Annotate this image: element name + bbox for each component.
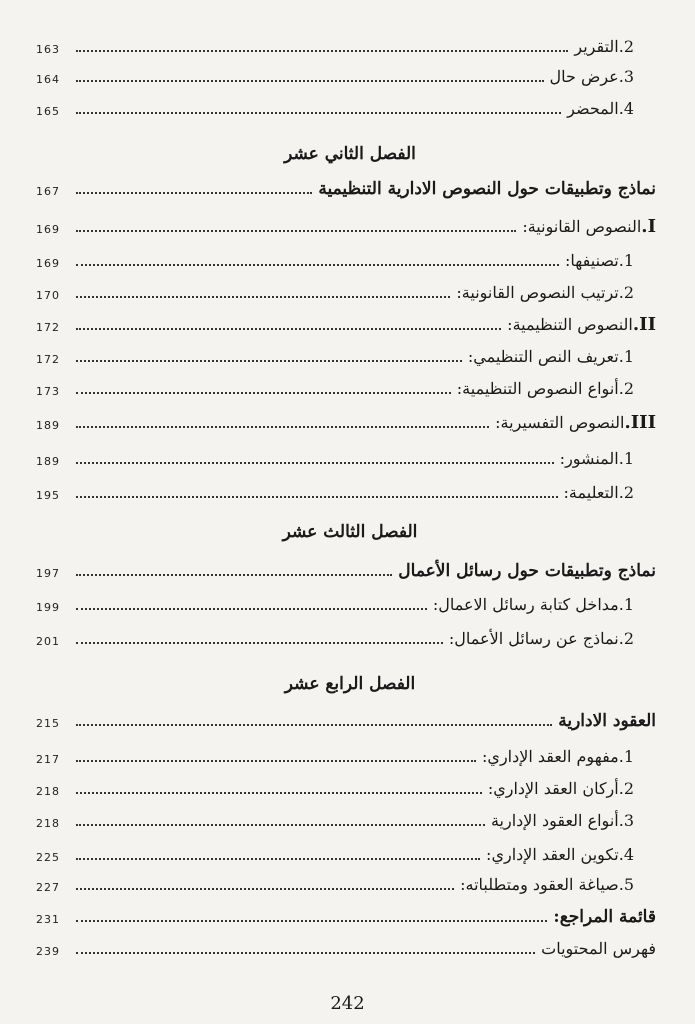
toc-entry-title: 3.عرض حال [549, 67, 634, 86]
section-title: النصوص التفسيرية: [495, 413, 625, 432]
toc-entry-title: 1.تصنيفها: [565, 251, 634, 270]
toc-entry [36, 620, 656, 650]
toc-page-number: 239 [36, 945, 60, 958]
toc-entry-title [516, 216, 656, 238]
toc-page-number: 172 [36, 353, 60, 366]
toc-entry [36, 208, 656, 238]
dot-leader [76, 192, 312, 194]
section-title: النصوص القانونية: [522, 217, 642, 236]
dot-leader [76, 462, 554, 464]
toc-entry-title [501, 314, 656, 336]
dot-leader [76, 426, 489, 428]
toc-page-number: 201 [36, 635, 60, 648]
page-number-footer: 242 [330, 993, 365, 1014]
toc-entry-title: 2.أنواع النصوص التنظيمية: [456, 379, 634, 398]
toc-page-number: 218 [36, 785, 60, 798]
toc-page-number: 164 [36, 73, 60, 86]
toc-entry [36, 28, 656, 58]
toc-entry-title: 4.المحضر [567, 99, 634, 118]
toc-page-number: 173 [36, 385, 60, 398]
toc-entry-title: 1.تعريف النص التنظيمي: [467, 347, 634, 366]
roman-numeral: II. [632, 314, 656, 335]
dot-leader [76, 792, 482, 794]
dot-leader [76, 328, 501, 330]
toc-entry-title: 4.تكوين العقد الإداري: [486, 845, 634, 864]
dot-leader [76, 824, 485, 826]
dot-leader [76, 392, 451, 394]
chapter-heading: الفصل الرابع عشر [284, 674, 416, 694]
dot-leader [76, 858, 480, 860]
toc-entry-title: 2.التقرير [574, 37, 634, 56]
toc-entry-title: فهرس المحتويات [541, 939, 656, 958]
toc-page-number: 218 [36, 817, 60, 830]
toc-entry-title: 1.مفهوم العقد الإداري: [482, 747, 634, 766]
dot-leader [76, 574, 392, 576]
toc-page-number: 199 [36, 601, 60, 614]
toc-entry [36, 404, 656, 434]
toc-entry-title [489, 412, 656, 434]
toc-entry [36, 770, 656, 800]
toc-entry [36, 552, 656, 582]
dot-leader [76, 296, 450, 298]
chapter-heading: الفصل الثاني عشر [284, 144, 416, 164]
toc-entry-title: قائمة المراجع: [553, 907, 656, 927]
toc-entry-title: نماذج وتطبيقات حول رسائل الأعمال [398, 561, 656, 581]
dot-leader [76, 608, 427, 610]
toc-entry-title: 3.أنواع العقود الإدارية [490, 811, 634, 830]
toc-entry [36, 836, 656, 866]
toc-page-number: 197 [36, 567, 60, 580]
dot-leader [76, 360, 462, 362]
toc-entry [36, 370, 656, 400]
toc-page-number: 217 [36, 753, 60, 766]
toc-entry-title: 2.نماذج عن رسائل الأعمال: [448, 629, 634, 648]
dot-leader [76, 642, 443, 644]
toc-page-number: 231 [36, 913, 60, 926]
roman-numeral: III. [624, 412, 656, 433]
toc-entry [36, 58, 656, 88]
dot-leader [76, 264, 559, 266]
dot-leader [76, 760, 476, 762]
toc-entry-title: 5.صياغة العقود ومتطلباته: [460, 875, 634, 894]
toc-entry [36, 242, 656, 272]
dot-leader [76, 952, 535, 954]
toc-entry [36, 586, 656, 616]
toc-entry-title: 2.ترتيب النصوص القانونية: [456, 283, 634, 302]
toc-entry-title: 2.التعليمة: [563, 483, 634, 502]
toc-entry-title: 1.مداخل كتابة رسائل الاعمال: [432, 595, 634, 614]
dot-leader [76, 230, 516, 232]
toc-page-number: 195 [36, 489, 60, 502]
toc-entry [36, 306, 656, 336]
roman-numeral: I. [641, 216, 656, 237]
toc-page-number: 227 [36, 881, 60, 894]
toc-page-number: 169 [36, 257, 60, 270]
toc-entry-title: العقود الادارية [558, 711, 656, 731]
toc-page-number: 165 [36, 105, 60, 118]
toc-page-number: 189 [36, 419, 60, 432]
toc-entry [36, 866, 656, 896]
dot-leader [76, 888, 454, 890]
toc-page-number: 225 [36, 851, 60, 864]
toc-entry [36, 738, 656, 768]
toc-entry [36, 802, 656, 832]
toc-page-number: 167 [36, 185, 60, 198]
toc-entry [36, 898, 656, 928]
toc-page-number: 172 [36, 321, 60, 334]
toc-page-number: 215 [36, 717, 60, 730]
toc-entry [36, 474, 656, 504]
dot-leader [76, 50, 568, 52]
toc-page-number: 169 [36, 223, 60, 236]
dot-leader [76, 724, 552, 726]
dot-leader [76, 80, 544, 82]
dot-leader [76, 112, 561, 114]
toc-entry [36, 338, 656, 368]
toc-entry-title: نماذج وتطبيقات حول النصوص الادارية التنظيمية [318, 179, 656, 199]
toc-entry-title: 1.المنشور: [559, 449, 634, 468]
toc-page-number: 170 [36, 289, 60, 302]
section-title: النصوص التنظيمية: [507, 315, 633, 334]
dot-leader [76, 920, 547, 922]
toc-entry [36, 930, 656, 960]
toc-entry [36, 90, 656, 120]
toc-entry [36, 440, 656, 470]
toc-page-number: 163 [36, 43, 60, 56]
toc-entry [36, 702, 656, 732]
dot-leader [76, 496, 558, 498]
toc-entry-title: 2.أركان العقد الإداري: [487, 779, 634, 798]
chapter-heading: الفصل الثالث عشر [282, 522, 418, 542]
toc-entry [36, 274, 656, 304]
toc-entry [36, 170, 656, 200]
toc-page-number: 189 [36, 455, 60, 468]
